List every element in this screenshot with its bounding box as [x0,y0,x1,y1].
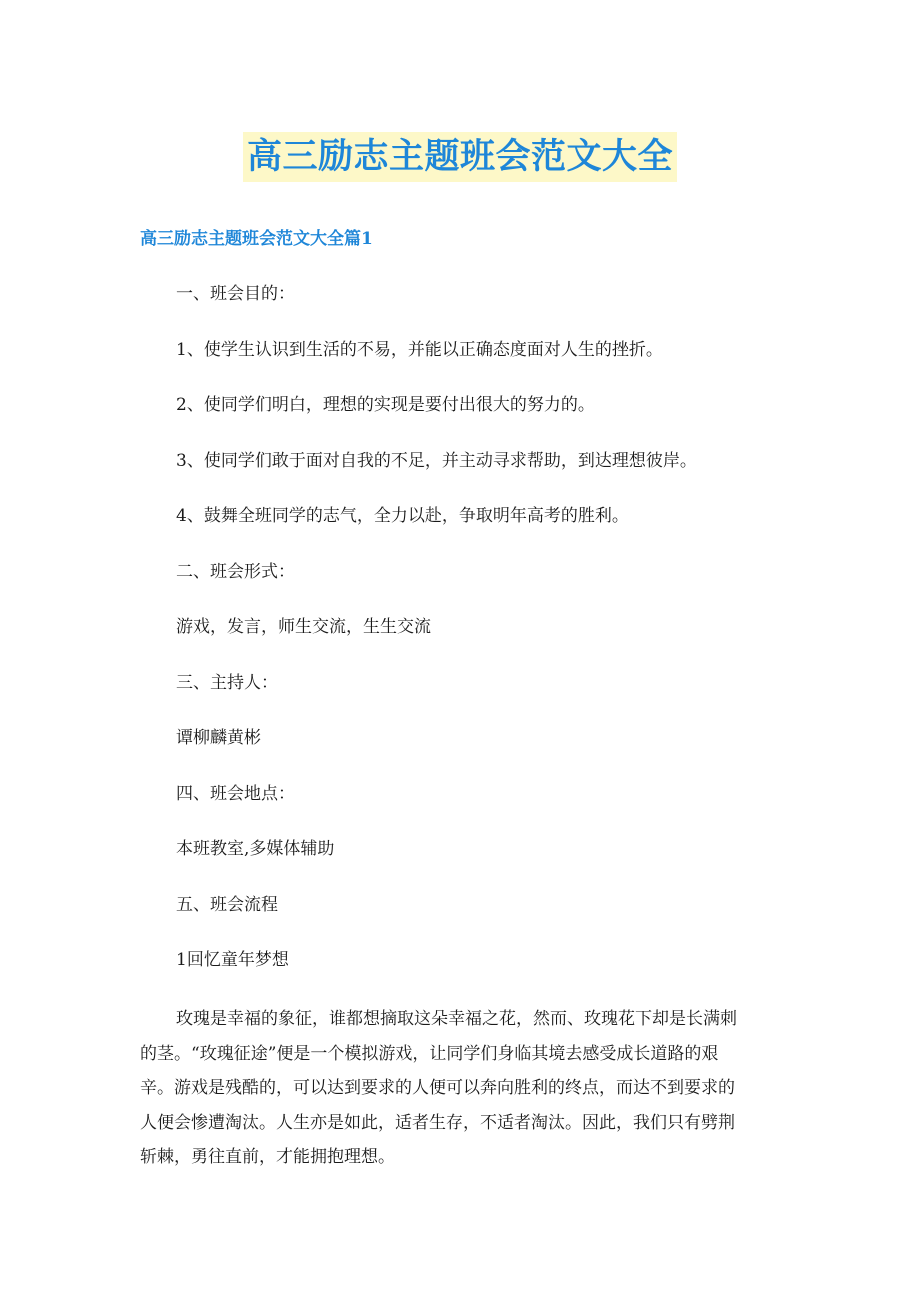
process-step-1: 1回忆童年梦想 [176,950,289,970]
purpose-item-4: 4、鼓舞全班同学的志气，全力以赴，争取明年高考的胜利。 [176,506,629,526]
host-text: 谭柳麟黄彬 [176,728,261,748]
heading-purpose: 一、班会目的： [176,284,295,304]
purpose-item-1: 1、使学生认识到生活的不易，并能以正确态度面对人生的挫折。 [176,340,663,360]
section-title: 高三励志主题班会范文大全篇1 [140,229,373,249]
title-wrap [0,132,920,182]
paragraph-line: 的茎。“玫瑰征途”便是一个模拟游戏，让同学们身临其境去感受成长道路的艰 [140,1043,719,1064]
heading-process: 五、班会流程 [176,895,278,915]
heading-format: 二、班会形式： [176,562,295,582]
purpose-item-2: 2、使同学们明白，理想的实现是要付出很大的努力的。 [176,395,595,415]
body-paragraph [140,1002,780,1175]
location-text: 本班教室,多媒体辅助 [176,839,335,859]
paragraph-line: 玫瑰是幸福的象征，谁都想摘取这朵幸福之花，然而、玫瑰花下却是长满刺 [176,1009,737,1029]
paragraph-line: 辛。游戏是残酷的，可以达到要求的人便可以奔向胜利的终点，而达不到要求的 [140,1078,735,1098]
heading-host: 三、主持人： [176,673,278,693]
purpose-item-3: 3、使同学们敢于面对自我的不足，并主动寻求帮助，到达理想彼岸。 [176,451,697,471]
heading-location: 四、班会地点： [176,784,295,804]
paragraph-line: 斩棘，勇往直前，才能拥抱理想。 [140,1147,395,1167]
document-title: 高三励志主题班会范文大全 [243,132,677,182]
paragraph-line: 人便会惨遭淘汰。人生亦是如此，适者生存，不适者淘汰。因此，我们只有劈荆 [140,1112,735,1133]
format-text: 游戏，发言，师生交流，生生交流 [176,617,431,637]
